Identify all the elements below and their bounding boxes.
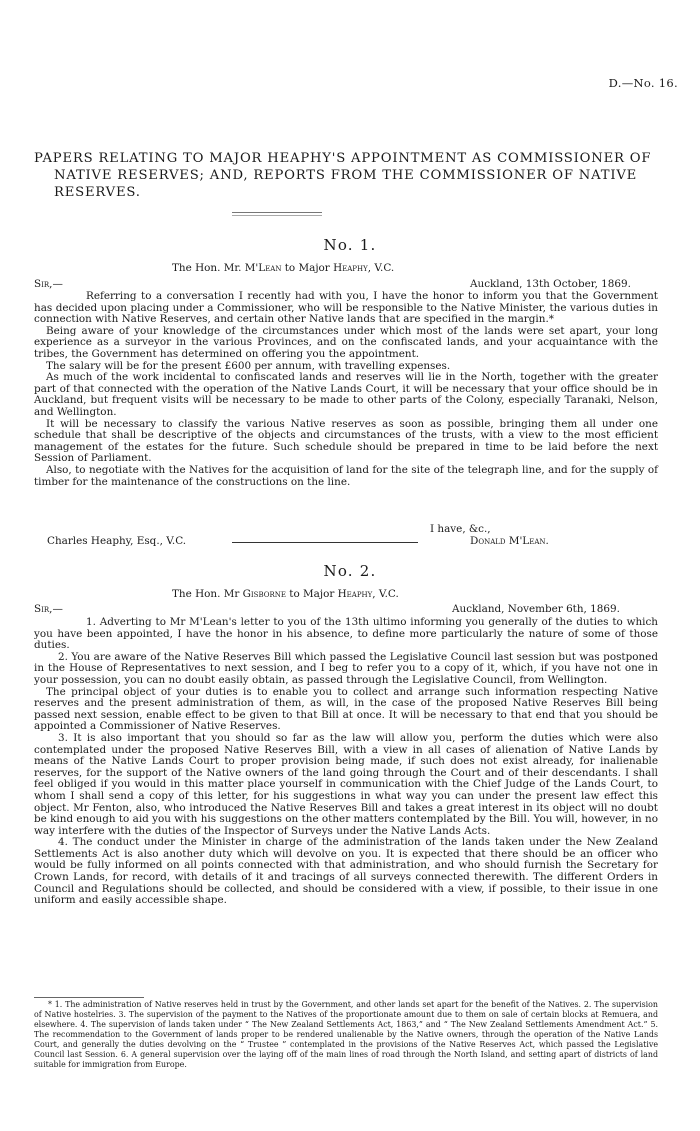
letter-1-from-mid: to Major xyxy=(281,262,334,274)
letter-2-paragraph-5: 4. The conduct under the Minister in charge of the administration of the lands taken under the New Zealand Settlements Act is also another duty which will devolve on you. It is expected that there should be an officer who would be fully informed on all points connected with that administration, and who should furnish the Secretary for Crown Lands, for record, with details of it and tracings of all surveys connected therewith. The different Orders in Council and Regulations should be collected, and should be considered with a view, if possible, to their issue in one uniform and easily accessible shape. xyxy=(34,836,658,907)
letter-2-from-name: Gisborne xyxy=(242,588,286,600)
title-line-3: RESERVES. xyxy=(54,185,141,200)
page-reference: D.—No. 16. xyxy=(608,76,678,90)
footnote-rule xyxy=(34,997,144,998)
title-line-1: PAPERS RELATING TO MAJOR HEAPHY'S APPOINTMENT AS COMMISSIONER OF xyxy=(34,151,652,166)
letter-2-paragraph-4: 3. It is also important that you should so far as the law will allow you, perform the duties which were also contemplated under the proposed Native Reserves Bill, with a view in all cases of alienation of Native Lands by means of the Native Lands Court to proper provision being made, if such does not exist already, for inalienable reserves, for the support of the Native owners of the land going through the Court and of their descendants. I shall feel obliged if you would in this matter place yourself in communication with the Chief Judge of the Lands Court, to whom I shall send a copy of this letter, for his suggestions in what way you can under the present law effect this object. Mr Fenton, also, who introduced the Native Reserves Bill and takes a great interest in its object will no doubt be kind enough to aid you with his suggestions on the other matters contemplated by the Bill. You will, however, in no way interfere with the duties of the Inspector of Surveys under the Native Lands Acts. xyxy=(34,731,658,837)
letter-1-from-prefix: The Hon. Mr. xyxy=(172,262,245,274)
letter-2-paragraph-1: 1. Adverting to Mr M'Lean's letter to you of the 13th ultimo informing you generally of the duties to which you have been appointed, I have the honor in his absence, to define more particularly the nature of some of those duties. xyxy=(34,616,658,652)
letter-2-heading xyxy=(172,588,399,600)
letter-2-to-name: Heaphy xyxy=(337,588,373,600)
letter-1-closing: I have, &c., xyxy=(430,523,491,535)
letter-1-paragraph-1: Referring to a conversation I recently had with you, I have the honor to inform you that the Government has decided upon placing under a Commissioner, who will be responsible to the Native Minister, the various duties in connection with Native Reserves, and certain other Native lands that are specified in the margin.* xyxy=(34,290,658,326)
title-divider xyxy=(232,212,322,216)
letter-2-to-suffix: , V.C. xyxy=(372,588,399,600)
letter-1-from-name: M'Lean xyxy=(244,262,282,274)
letter-1-date: Auckland, 13th October, 1869. xyxy=(470,278,631,290)
letter-1-to-suffix: , V.C. xyxy=(367,262,395,274)
title-line-2: NATIVE RESERVES; AND, REPORTS FROM THE COMMISSIONER OF NATIVE xyxy=(54,168,638,183)
letter-1-salutation: Sir,— xyxy=(34,278,63,290)
letter-2-date: Auckland, November 6th, 1869. xyxy=(452,603,620,615)
letter-2-paragraph-2: 2. You are aware of the Native Reserves Bill which passed the Legislative Council last session but was postponed in the House of Representatives to next session, and I beg to refer you to a copy of it, which, if you have not one in your possession, you can no doubt easily obtain, as passed through the Legislative Council, from Wellington. xyxy=(34,650,658,686)
letter-2-paragraph-3: The principal object of your duties is to enable you to collect and arrange such information respecting Native reserves and the present administration of them, as will, in the case of the proposed Native Reserves Bill being passed next session, enable effect to be given to that Bill at once. It will be necessary to that end that you should be appointed a Commissioner of Native Reserves. xyxy=(34,685,658,733)
margin-footnote xyxy=(34,1000,658,1070)
letter-1-addressee: Charles Heaphy, Esq., V.C. xyxy=(47,535,187,547)
letter-2-salutation: Sir,— xyxy=(34,603,63,615)
letter-1-paragraph-4: As much of the work incidental to confiscated lands and reserves will lie in the North, together with the greater part of that connected with the operation of the Native Lands Court, it will be necessary that your office should be in Auckland, but frequent visits will be necessary to be made to other parts of the Colony, especially Taranaki, Nelson, and Wellington. xyxy=(34,371,658,418)
signature-rule xyxy=(232,542,418,543)
letter-2-body xyxy=(34,617,658,907)
letter-1-paragraph-3: The salary will be for the present £600 per annum, with travelling expenses. xyxy=(46,359,451,372)
letter-1-paragraph-2: Being aware of your knowledge of the circumstances under which most of the lands were set apart, your long experience as a surveyor in the various Provinces, and on the confiscated lands, and your acquaintance with the tribes, the Government has determined on offering you the appointment. xyxy=(34,324,658,360)
document-title xyxy=(34,150,664,201)
letter-1-paragraph-5: It will be necessary to classify the various Native reserves as soon as possible, bringing them all under one schedule that shall be descriptive of the objects and circumstances of the trusts, with a view to the most efficient management of the estates for the future. Such schedule should be prepared in time to be laid before the next Session of Parliament. xyxy=(34,417,658,465)
letter-1-signature: Donald M'Lean. xyxy=(470,535,549,547)
letter-1-paragraph-6: Also, to negotiate with the Natives for the acquisition of land for the site of the telegraph line, and for the supply of timber for the maintenance of the constructions on the line. xyxy=(34,463,658,488)
letter-2-from-mid: to Major xyxy=(286,588,338,600)
footnote-text: * 1. The administration of Native reserves held in trust by the Government, and other lands set apart for the benefit of the Natives. 2. The supervision of Native hostelries. 3. The supervision of the payment to the Natives of the proportionate amount due to them on sale of certain blocks at Remuera, and elsewhere. 4. The supervision of lands taken under “ The New Zealand Settlements Act, 1863,” and “ The New Zealand Settlements Amendment Act.” 5. The recommendation to the Government of lands proper to be rendered unalienable by the Native owners, through the operation of the Native Lands Court, and generally the duties devolving on the “ Trustee ” contemplated in the provisions of the Native Reserves Act, which passed the Legislative Council last Session. 6. A general supervision over the laying off of the main lines of road through the North Island, and setting apart of districts of land suitable for immigration from Europe. xyxy=(34,1000,658,1069)
letter-1-body xyxy=(34,291,658,488)
letter-2-from-prefix: The Hon. Mr xyxy=(172,588,243,600)
letter-1-heading xyxy=(172,262,394,274)
letter-1-number: No. 1. xyxy=(323,236,377,254)
letter-2-number: No. 2. xyxy=(323,562,377,580)
letter-1-to-name: Heaphy xyxy=(333,262,368,274)
